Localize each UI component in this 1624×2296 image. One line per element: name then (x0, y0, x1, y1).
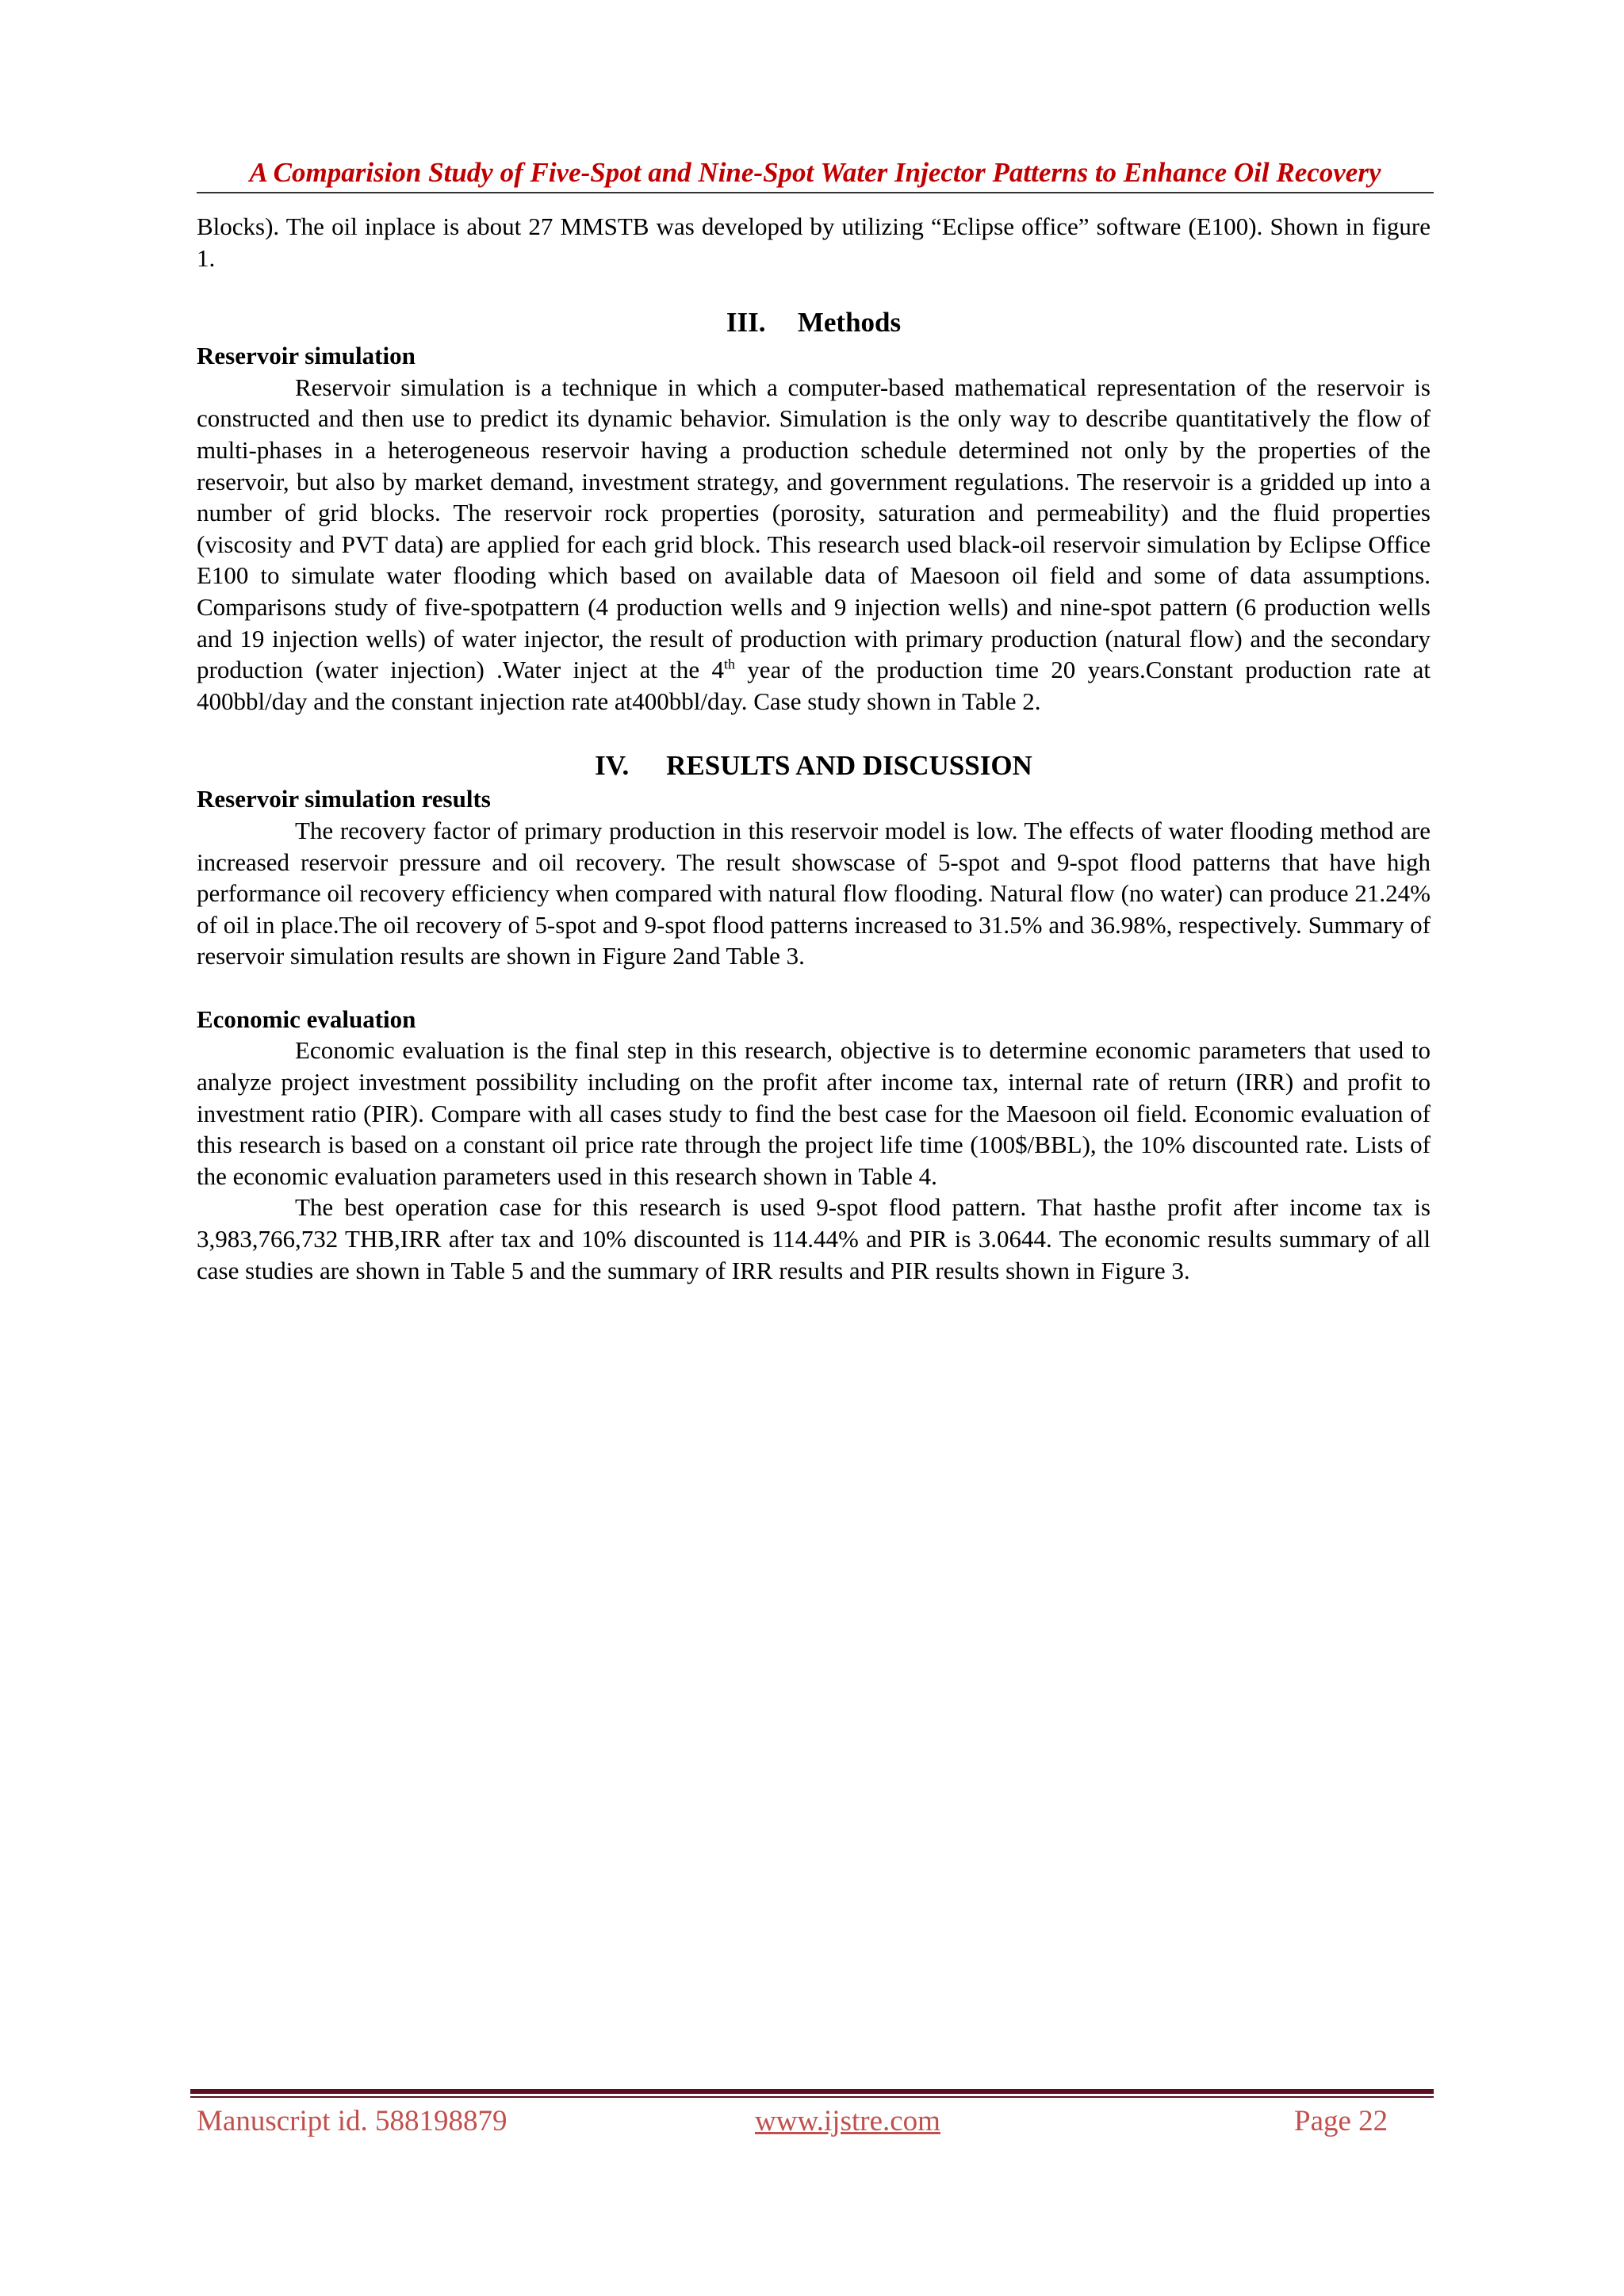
footer-divider (190, 2089, 1434, 2094)
manuscript-id: Manuscript id. 588198879 (197, 2105, 508, 2137)
subheading-reservoir-simulation: Reservoir simulation (197, 342, 416, 370)
subheading-simulation-results: Reservoir simulation results (197, 785, 491, 813)
section-heading-methods (197, 305, 1431, 340)
page-footer (197, 2104, 1434, 2144)
intro-paragraph: Blocks). The oil inplace is about 27 MMSTB was developed by utilizing “Eclipse office” software (E100). Shown in figure 1. (197, 212, 1431, 272)
section-title: Methods (797, 307, 902, 339)
journal-website-link[interactable]: www.ijstre.com (755, 2105, 940, 2137)
superscript-th: th (723, 656, 735, 672)
best-case-paragraph: The best operation case for this research is used 9-spot flood pattern. That hasthe profit after income tax is 3,983,766,732 THB,IRR after tax and 10% discounted is 114.44% and PIR is 3.0644. The economic results summary of all case studies are shown in Table 5 and the summary of IRR results and PIR results shown in Figure 3. (197, 1193, 1431, 1284)
header-divider (197, 192, 1434, 193)
subheading-economic-evaluation: Economic evaluation (197, 1004, 416, 1033)
section-title: RESULTS AND DISCUSSION (666, 750, 1032, 782)
section-heading-results (197, 748, 1431, 783)
running-header-title: A Comparision Study of Five-Spot and Nine-Spot Water Injector Patterns to Enhance Oil Recovery (249, 157, 1381, 188)
section-number: III. (726, 307, 766, 339)
section-number: IV. (595, 750, 630, 782)
methods-paragraph: Reservoir simulation is a technique in which a computer-based mathematical representation of the reservoir is constructed and then use to predict its dynamic behavior. Simulation is the only way to describe quantitatively the flow of multi-phases in a heterogeneous reservoir having a production schedule determined not only by the properties of the reservoir, but also by market demand, investment strategy, and government regulations. The reservoir is a gridded up into a number of grid blocks. The reservoir rock properties (porosity, saturation and permeability) and the fluid properties (viscosity and PVT data) are applied for each grid block. This research used black-oil reservoir simulation by Eclipse Office E100 to simulate water flooding which based on available data of Maesoon oil field and some of data assumptions. Comparisons study of five-spotpattern (4 production wells and 9 injection wells) and nine-spot pattern (6 production wells and 19 injection wells) of water injector, the result of production with primary production (natural flow) and the secondary production (water injection) .Water inject at the 4th year of the production time 20 years.Constant production rate at 400bbl/day and the constant injection rate at400bbl/day. Case study shown in Table 2. (197, 373, 1431, 715)
footer-divider-thin (190, 2096, 1434, 2098)
page-number: Page 22 (1294, 2105, 1388, 2137)
results-paragraph: The recovery factor of primary production in this reservoir model is low. The effects of water flooding method are increased reservoir pressure and oil recovery. The result showscase of 5-spot and 9-spot flood patterns that have high performance oil recovery efficiency when compared with natural flow flooding. Natural flow (no water) can produce 21.24% of oil in place.The oil recovery of 5-spot and 9-spot flood patterns increased to 31.5% and 36.98%, respectively. Summary of reservoir simulation results are shown in Figure 2and Table 3. (197, 816, 1431, 970)
body-text (197, 211, 1431, 1286)
economic-paragraph: Economic evaluation is the final step in this research, objective is to determine economic parameters that used to analyze project investment possibility including on the profit after income tax, internal rate of return (IRR) and profit to investment ratio (PIR). Compare with all cases study to find the best case for the Maesoon oil field. Economic evaluation of this research is based on a constant oil price rate through the project life time (100$/BBL), the 10% discounted rate. Lists of the economic evaluation parameters used in this research shown in Table 4. (197, 1036, 1431, 1190)
